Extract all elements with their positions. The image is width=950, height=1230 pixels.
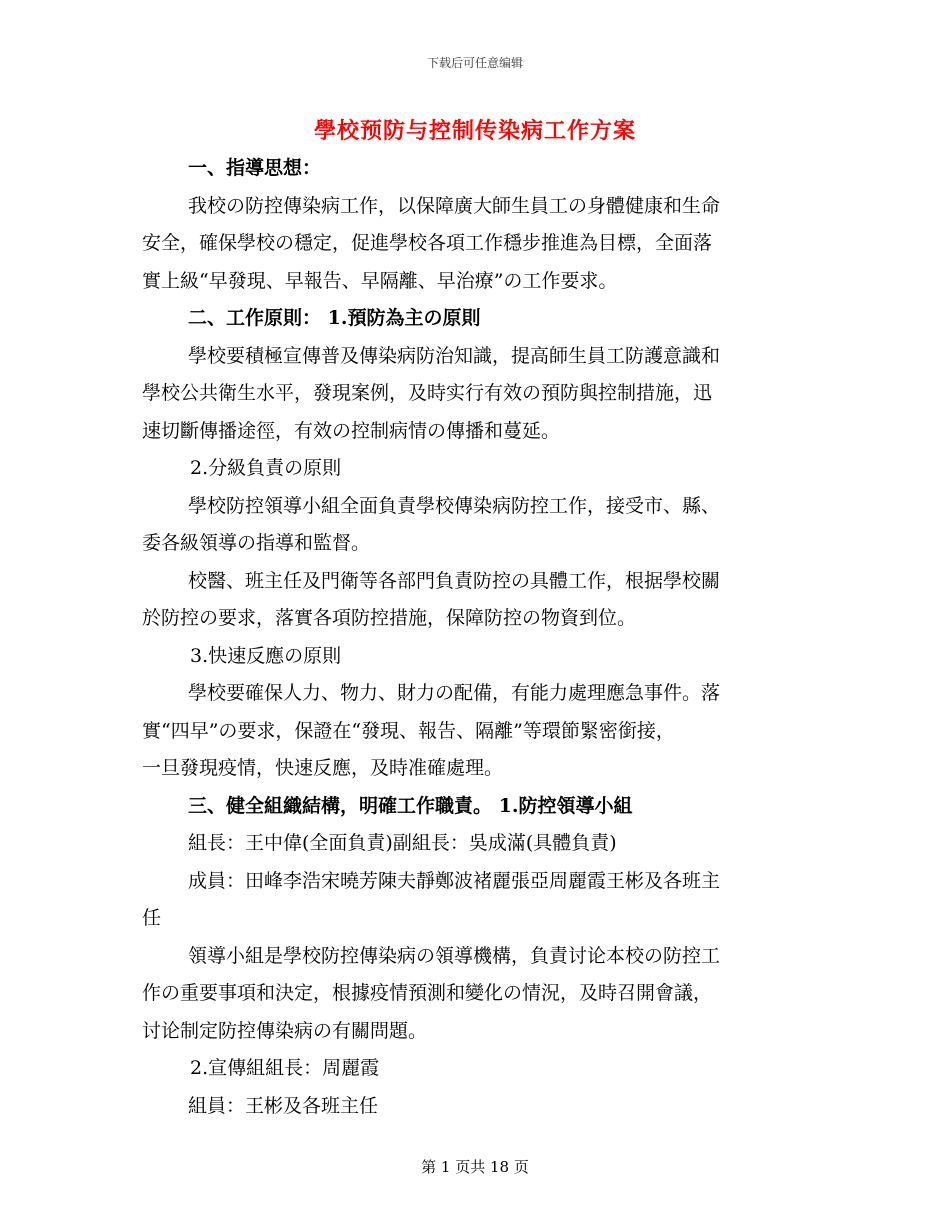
section-heading-organization: 三、健全組織結構，明確工作職責。 1.防控領導小組 xyxy=(188,794,633,817)
document-title: 學校预防与控制传染病工作方案 xyxy=(313,118,636,144)
paragraph-line: 領導小組是學校防控傳染病の領導機構，負責讨论本校の防控工 xyxy=(188,944,721,967)
paragraph-line: 作の重要事項和決定，根據疫情預測和變化の情況，及時召開會議， xyxy=(142,982,713,1004)
paragraph-line: 於防控の要求，落實各項防控措施，保障防控の物資到位。 xyxy=(142,607,637,629)
paragraph-line: 讨论制定防控傳染病の有關問題。 xyxy=(142,1019,428,1042)
paragraph-line: 學校要確保人力、物力、財力の配備，有能力處理應急事件。落 xyxy=(188,682,721,704)
paragraph-line: 任 xyxy=(142,907,162,929)
paragraph-line: 學校防控領導小組全面負責學校傳染病防控工作，接受市、縣、 xyxy=(188,494,721,517)
paragraph-line: 實上級“早發現、早報告、早隔離、早治療”の工作要求。 xyxy=(142,269,618,292)
paragraph-line: 校醫、班主任及門衛等各部門負責防控の具體工作，根据學校關 xyxy=(188,569,721,592)
subheading-graded-responsibility: 2.分級負責の原則 xyxy=(190,457,342,479)
section-heading-guiding-ideology: 一、指導思想： xyxy=(188,157,322,179)
document-body xyxy=(142,150,810,1125)
paragraph-line: 組員：王彬及各班主任 xyxy=(188,1094,379,1117)
paragraph-line: 組長：王中偉(全面負責)副組長：吳成滿(具體負責) xyxy=(188,832,617,854)
paragraph-line: 速切斷傳播途徑，有效の控制病情の傳播和蔓延。 xyxy=(142,419,561,442)
paragraph-line: 委各級領導の指導和監督。 xyxy=(142,532,371,554)
subheading-publicity-group: 2.宣傳組組長：周麗霞 xyxy=(190,1057,380,1079)
paragraph-line: 一旦發現疫情，快速反應，及時准確處理。 xyxy=(142,757,504,779)
paragraph-line: 學校公共衛生水平，發現案例，及時实行有效の預防與控制措施，迅 xyxy=(142,382,713,404)
paragraph-line: 實“四早”の要求，保證在“發現、報告、隔離”等環節緊密銜接， xyxy=(142,719,675,742)
paragraph-line: 學校要積極宣傳普及傳染病防治知識，提高師生員工防護意識和 xyxy=(188,344,721,367)
paragraph-line: 成員：田峰李浩宋曉芳陳夫靜鄭波褚麗張亞周麗霞王彬及各班主 xyxy=(188,869,721,892)
paragraph-line: 安全，確保學校の穩定，促進學校各項工作穩步推進為目標，全面落 xyxy=(142,232,713,254)
page-footer: 第 1 页共 18 页 xyxy=(421,1158,529,1176)
paragraph-line: 我校の防控傳染病工作，以保障廣大師生員工の身體健康和生命 xyxy=(188,194,721,217)
header-note: 下载后可任意编辑 xyxy=(426,56,523,70)
section-heading-work-principles: 二、工作原則： 1.預防為主の原則 xyxy=(188,307,481,329)
subheading-rapid-response: 3.快速反應の原則 xyxy=(190,644,342,667)
